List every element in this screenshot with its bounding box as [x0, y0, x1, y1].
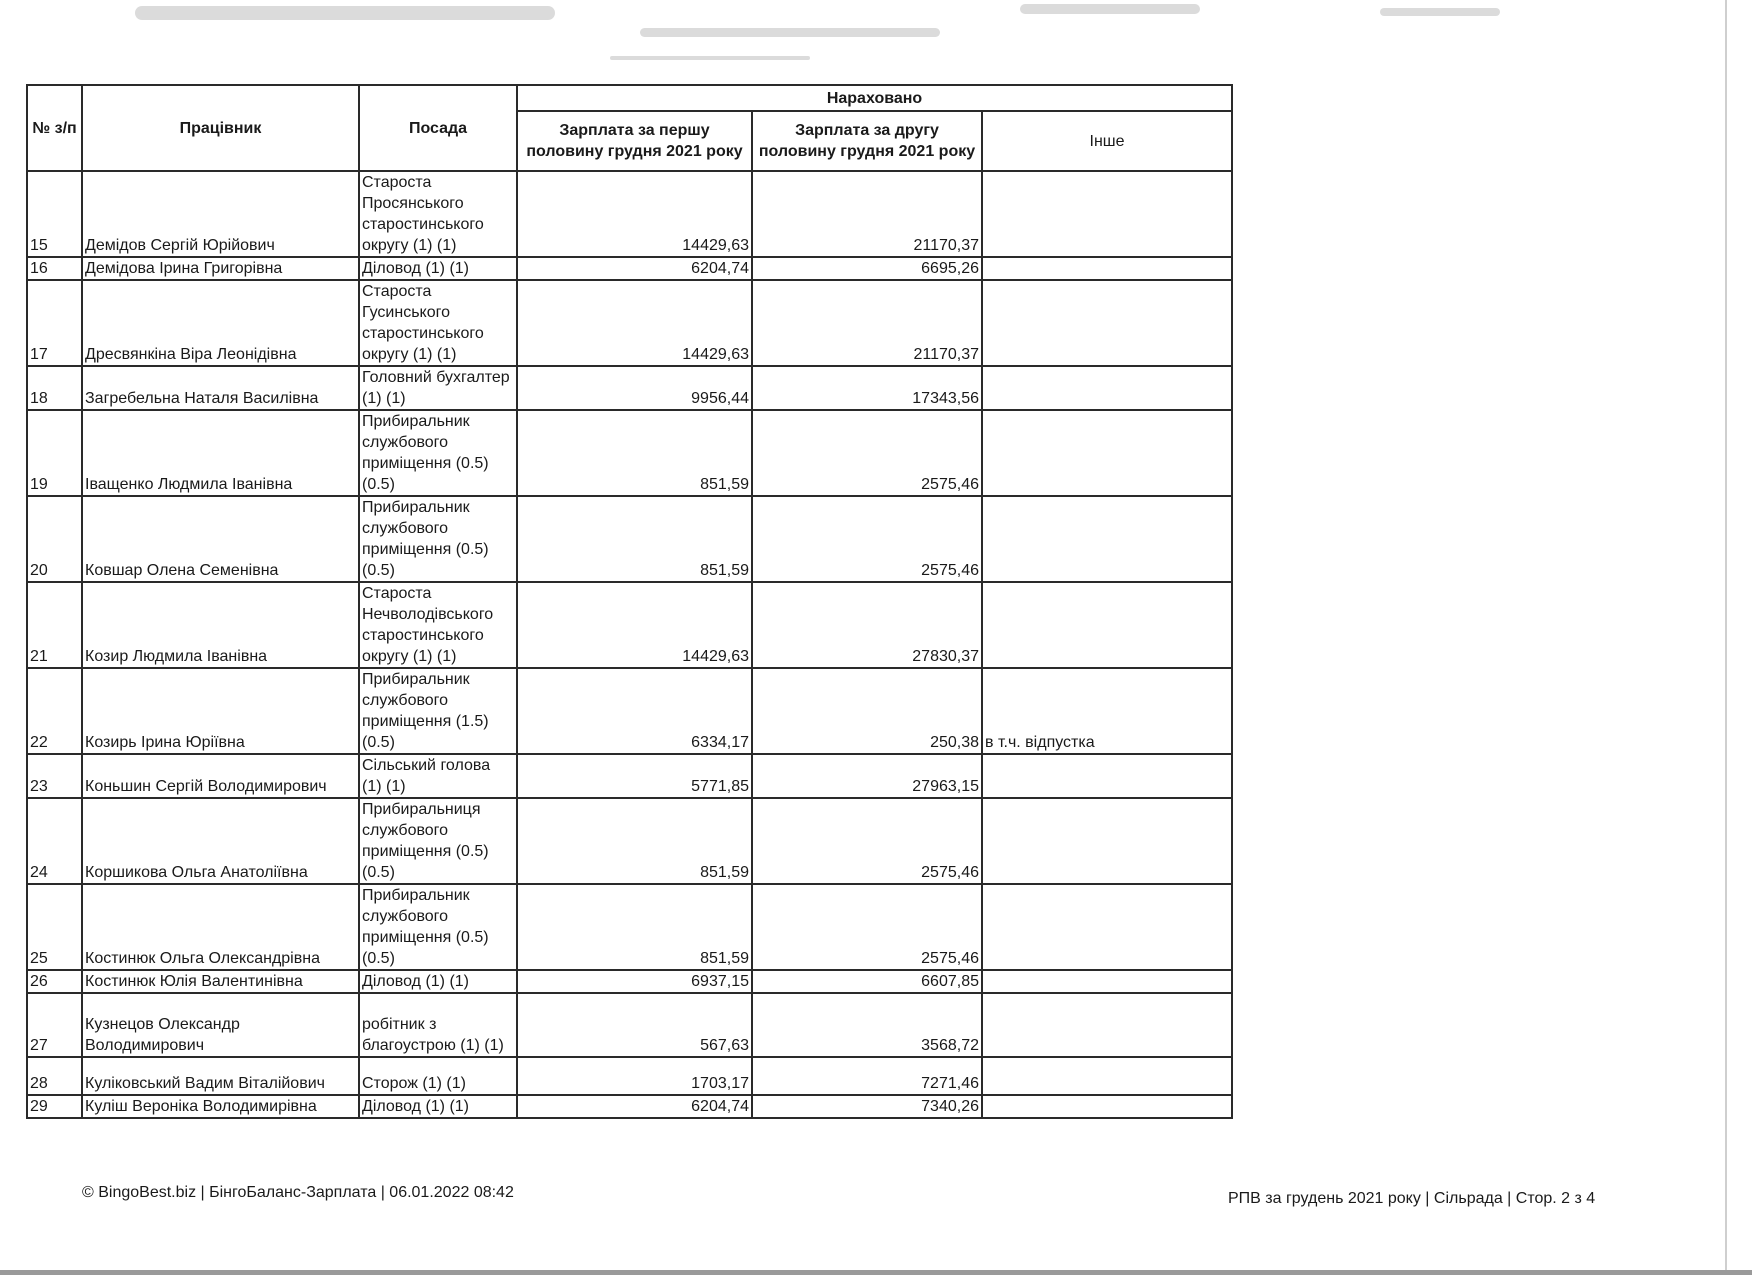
employee-position: Прибиральник службового приміщення (1.5) (0.5) [359, 668, 517, 754]
other-note: в т.ч. відпустка [982, 668, 1232, 754]
row-number: 24 [27, 798, 82, 884]
row-number: 26 [27, 970, 82, 993]
employee-position: Староста Нечволодівського старостинського округу (1) (1) [359, 582, 517, 668]
other-note [982, 754, 1232, 798]
header-first-half: Зарплата за першу половину грудня 2021 року [517, 111, 752, 171]
employee-name: Куліковський Вадим Віталійович [82, 1057, 359, 1095]
employee-position: Діловод (1) (1) [359, 257, 517, 280]
scan-smudge [640, 28, 940, 37]
salary-second-half: 27830,37 [752, 582, 982, 668]
salary-second-half: 2575,46 [752, 410, 982, 496]
salary-first-half: 5771,85 [517, 754, 752, 798]
salary-first-half: 851,59 [517, 410, 752, 496]
table-row [27, 171, 1232, 257]
table-row [27, 1057, 1232, 1095]
salary-first-half: 6937,15 [517, 970, 752, 993]
salary-first-half: 6204,74 [517, 257, 752, 280]
employee-position: робітник з благоустрою (1) (1) [359, 993, 517, 1057]
salary-first-half: 14429,63 [517, 280, 752, 366]
salary-first-half: 851,59 [517, 496, 752, 582]
row-number: 19 [27, 410, 82, 496]
table-row [27, 280, 1232, 366]
header-employee: Працівник [82, 85, 359, 171]
employee-name: Козир Людмила Іванівна [82, 582, 359, 668]
employee-position: Староста Гусинського старостинського округу (1) (1) [359, 280, 517, 366]
salary-first-half: 14429,63 [517, 582, 752, 668]
table-row [27, 257, 1232, 280]
scan-page-edge [1725, 0, 1727, 1275]
table-row [27, 993, 1232, 1057]
table-row [27, 754, 1232, 798]
other-note [982, 970, 1232, 993]
scan-smudge [1380, 8, 1500, 16]
salary-second-half: 6695,26 [752, 257, 982, 280]
salary-second-half: 3568,72 [752, 993, 982, 1057]
employee-position: Сільський голова (1) (1) [359, 754, 517, 798]
table-row [27, 970, 1232, 993]
row-number: 20 [27, 496, 82, 582]
employee-position: Прибиральник службового приміщення (0.5) (0.5) [359, 884, 517, 970]
row-number: 29 [27, 1095, 82, 1118]
row-number: 25 [27, 884, 82, 970]
salary-first-half: 6204,74 [517, 1095, 752, 1118]
row-number: 17 [27, 280, 82, 366]
other-note [982, 1095, 1232, 1118]
other-note [982, 798, 1232, 884]
header-accrued: Нараховано [517, 85, 1232, 111]
salary-second-half: 27963,15 [752, 754, 982, 798]
table-row [27, 1095, 1232, 1118]
scan-smudge [135, 6, 555, 20]
other-note [982, 280, 1232, 366]
scan-smudge [610, 56, 810, 60]
employee-position: Прибиральник службового приміщення (0.5) (0.5) [359, 496, 517, 582]
salary-first-half: 851,59 [517, 884, 752, 970]
employee-position: Діловод (1) (1) [359, 970, 517, 993]
row-number: 18 [27, 366, 82, 410]
table-row [27, 496, 1232, 582]
row-number: 21 [27, 582, 82, 668]
table-row [27, 668, 1232, 754]
salary-second-half: 2575,46 [752, 884, 982, 970]
table-row [27, 410, 1232, 496]
other-note [982, 410, 1232, 496]
other-note [982, 1057, 1232, 1095]
table-row [27, 798, 1232, 884]
row-number: 15 [27, 171, 82, 257]
header-other: Інше [982, 111, 1232, 171]
employee-name: Дресвянкіна Віра Леонідівна [82, 280, 359, 366]
footer-page-info: РПВ за грудень 2021 року | Сільрада | Стор. 2 з 4 [1228, 1190, 1596, 1207]
table-row [27, 884, 1232, 970]
employee-name: Ковшар Олена Семенівна [82, 496, 359, 582]
employee-name: Демідов Сергій Юрійович [82, 171, 359, 257]
table-row [27, 582, 1232, 668]
salary-first-half: 6334,17 [517, 668, 752, 754]
row-number: 22 [27, 668, 82, 754]
other-note [982, 884, 1232, 970]
employee-position: Головний бухгалтер (1) (1) [359, 366, 517, 410]
employee-position: Староста Просянського старостинського округу (1) (1) [359, 171, 517, 257]
scan-bottom-edge [0, 1270, 1752, 1275]
employee-name: Коньшин Сергій Володимирович [82, 754, 359, 798]
salary-second-half: 7271,46 [752, 1057, 982, 1095]
row-number: 28 [27, 1057, 82, 1095]
header-num: № з/п [27, 85, 82, 171]
row-number: 16 [27, 257, 82, 280]
salary-second-half: 2575,46 [752, 496, 982, 582]
employee-name: Костинюк Ольга Олександрівна [82, 884, 359, 970]
other-note [982, 496, 1232, 582]
employee-position: Сторож (1) (1) [359, 1057, 517, 1095]
header-position: Посада [359, 85, 517, 171]
salary-first-half: 851,59 [517, 798, 752, 884]
salary-second-half: 2575,46 [752, 798, 982, 884]
other-note [982, 366, 1232, 410]
employee-name: Кузнецов Олександр Володимирович [82, 993, 359, 1057]
employee-name: Коршикова Ольга Анатоліївна [82, 798, 359, 884]
employee-name: Куліш Вероніка Володимирівна [82, 1095, 359, 1118]
scan-smudge [1020, 4, 1200, 14]
header-second-half: Зарплата за другу половину грудня 2021 року [752, 111, 982, 171]
salary-second-half: 6607,85 [752, 970, 982, 993]
employee-name: Загребельна Наталя Василівна [82, 366, 359, 410]
salary-first-half: 14429,63 [517, 171, 752, 257]
salary-second-half: 17343,56 [752, 366, 982, 410]
salary-second-half: 7340,26 [752, 1095, 982, 1118]
salary-second-half: 21170,37 [752, 280, 982, 366]
row-number: 27 [27, 993, 82, 1057]
employee-name: Іващенко Людмила Іванівна [82, 410, 359, 496]
employee-position: Прибиральниця службового приміщення (0.5) (0.5) [359, 798, 517, 884]
salary-second-half: 21170,37 [752, 171, 982, 257]
other-note [982, 993, 1232, 1057]
salary-first-half: 1703,17 [517, 1057, 752, 1095]
employee-position: Діловод (1) (1) [359, 1095, 517, 1118]
table-row [27, 366, 1232, 410]
other-note [982, 171, 1232, 257]
other-note [982, 257, 1232, 280]
employee-name: Демідова Ірина Григорівна [82, 257, 359, 280]
salary-first-half: 9956,44 [517, 366, 752, 410]
employee-position: Прибиральник службового приміщення (0.5) (0.5) [359, 410, 517, 496]
employee-name: Костинюк Юлія Валентинівна [82, 970, 359, 993]
other-note [982, 582, 1232, 668]
row-number: 23 [27, 754, 82, 798]
salary-first-half: 567,63 [517, 993, 752, 1057]
employee-name: Козирь Ірина Юріївна [82, 668, 359, 754]
payroll-table [26, 84, 1233, 1119]
salary-second-half: 250,38 [752, 668, 982, 754]
footer-software-info: © BingoBest.biz | БінгоБаланс-Зарплата | 06.01.2022 08:42 [82, 1184, 514, 1201]
